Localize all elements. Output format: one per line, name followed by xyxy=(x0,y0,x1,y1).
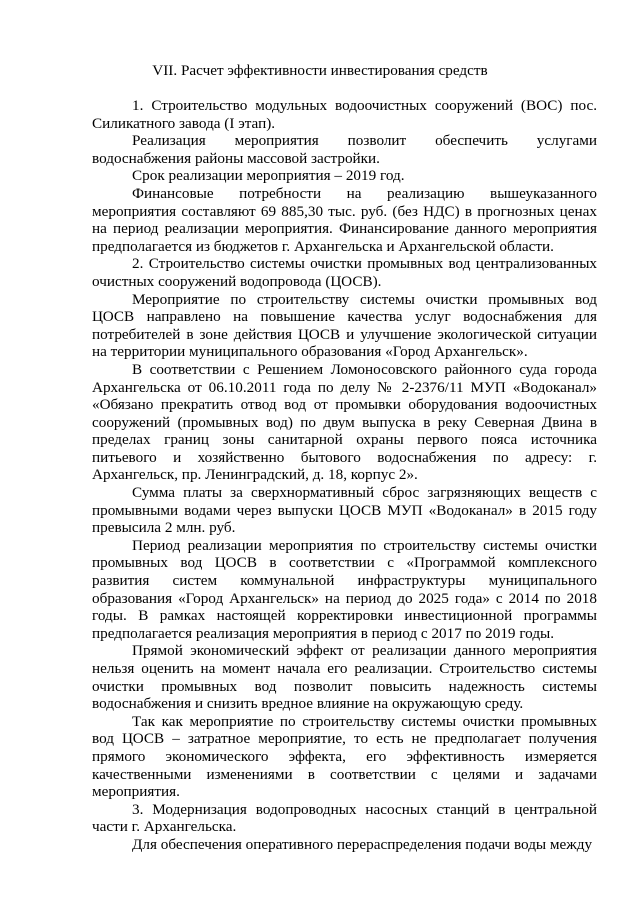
paragraph-period: Период реализации мероприятия по строительству системы очистки промывных вод ЦОСВ в соответствии с «Программой комплексного развития систем коммунальной инфраструктуры муниципального образования «Город Архангельск» на период до 2025 года» с 2014 по 2018 годы. В рамках настоящей корректировки инвестиционной программы предполагается реализация мероприятия в период с 2017 по 2019 годы. xyxy=(92,536,597,642)
paragraph-deadline: Срок реализации мероприятия – 2019 год. xyxy=(132,167,405,185)
paragraph-item-1: 1. Строительство модульных водоочистных сооружений (ВОС) пос. Силикатного завода (I этап). xyxy=(92,97,597,132)
paragraph-payment: Сумма платы за сверхнормативный сброс загрязняющих веществ с промывными водами через выпуски ЦОСВ МУП «Водоканал» в 2015 году превысила 2 млн. руб. xyxy=(92,484,597,537)
paragraph-cost-measure: Так как мероприятие по строительству системы очистки промывных вод ЦОСВ – затратное мероприятие, то есть не предполагает получения прямого экономического эффекта, его эффективность измеряется качественными изменениями в соответствии с целями и задачами мероприятия. xyxy=(92,712,597,801)
paragraph-item-1-text: Реализация мероприятия позволит обеспечить услугами водоснабжения районы массовой застройки. xyxy=(92,132,597,167)
section-title: VII. Расчет эффективности инвестирования средств xyxy=(152,62,488,79)
paragraph-court-decision: В соответствии с Решением Ломоносовского районного суда города Архангельска от 06.10.2011 года по делу № 2-2376/11 МУП «Водоканал» «Обязано прекратить отвод вод от промывки оборудования водоочистных сооружений (промывных вод) по двум выпуска в реку Северная Двина в пределах границ зоны санитарной охраны первого пояса источника питьевого и хозяйственно бытового водоснабжения по адресу: г. Архангельск, пр. Ленинградский, д. 18, корпус 2». xyxy=(92,360,597,484)
paragraph-redistribution: Для обеспечения оперативного перераспределения подачи воды между xyxy=(132,835,593,853)
paragraph-financing: Финансовые потребности на реализацию вышеуказанного мероприятия составляют 69 885,30 тыс. руб. (без НДС) в прогнозных ценах на период реализации мероприятия. Финансирование данного мероприятия предполагается из бюджетов г. Архангельска и Архангельской области. xyxy=(92,184,597,255)
paragraph-item-2-purpose: Мероприятие по строительству системы очистки промывных вод ЦОСВ направлено на повышение качества услуг водоснабжения для потребителей в зоне действия ЦОСВ и улучшение экологической ситуации на территории муниципального образования «Город Архангельск». xyxy=(92,290,597,361)
document-body xyxy=(92,97,597,854)
paragraph-item-3: 3. Модернизация водопроводных насосных станций в центральной части г. Архангельска. xyxy=(92,800,597,836)
paragraph-direct-effect: Прямой экономический эффект от реализации данного мероприятия нельзя оценить на момент начала его реализации. Строительство системы очистки промывных вод позволит повысить надежность системы водоснабжения и снизить вредное влияние на окружающую среду. xyxy=(92,642,597,713)
paragraph-item-2: 2. Строительство системы очистки промывных вод централизованных очистных сооружений водопровода (ЦОСВ). xyxy=(92,255,597,290)
